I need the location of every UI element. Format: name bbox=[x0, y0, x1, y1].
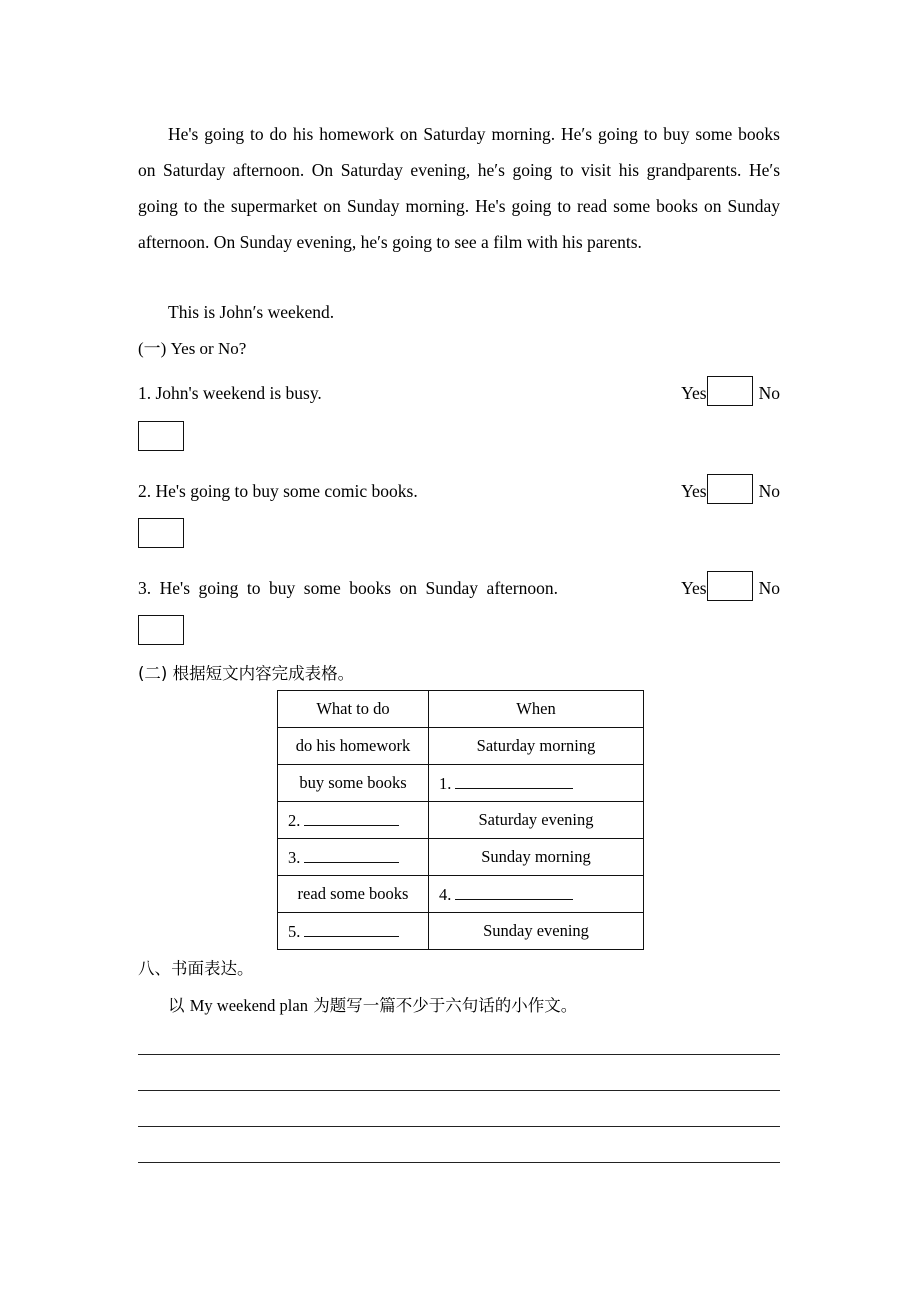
writing-prompt-title: My weekend plan bbox=[189, 996, 308, 1015]
blank-rule[interactable] bbox=[455, 772, 573, 789]
table-row bbox=[278, 765, 644, 802]
blank-rule[interactable] bbox=[304, 846, 399, 863]
table-header-when: When bbox=[429, 691, 644, 728]
table-row bbox=[278, 728, 644, 765]
weekend-plan-table-wrap bbox=[277, 690, 643, 950]
writing-prompt-suffix: 为题写一篇不少于六句话的小作文。 bbox=[307, 996, 578, 1015]
cell-what: read some books bbox=[278, 876, 429, 913]
blank-number: 5. bbox=[288, 921, 301, 941]
yes-no-group-1 bbox=[681, 378, 780, 408]
blank-rule[interactable] bbox=[304, 809, 399, 826]
no-label-3: No bbox=[758, 578, 780, 598]
yes-no-group-2 bbox=[681, 476, 780, 506]
answer-checkbox-1a[interactable] bbox=[707, 376, 753, 406]
writing-line-3[interactable] bbox=[138, 1126, 780, 1127]
yes-no-group-3 bbox=[681, 573, 780, 603]
blank-number: 3. bbox=[288, 847, 301, 867]
passage-closing-line: This is John′s weekend. bbox=[168, 302, 335, 322]
cell-when-blank[interactable] bbox=[429, 876, 644, 913]
no-label-2: No bbox=[758, 481, 780, 501]
no-label-1: No bbox=[758, 383, 780, 403]
cell-what-blank[interactable] bbox=[278, 913, 429, 950]
question-row-2 bbox=[138, 476, 780, 506]
writing-line-2[interactable] bbox=[138, 1090, 780, 1091]
question-text-3: 3. He's going to buy some books on Sunday afternoon. bbox=[138, 578, 558, 598]
yes-label-2: Yes bbox=[681, 481, 707, 501]
blank-rule[interactable] bbox=[455, 883, 573, 900]
answer-checkbox-3b[interactable] bbox=[138, 615, 184, 645]
table-row bbox=[278, 839, 644, 876]
question-text-1: 1. John's weekend is busy. bbox=[138, 383, 322, 403]
table-row bbox=[278, 876, 644, 913]
yes-label-1: Yes bbox=[681, 383, 707, 403]
writing-line-1[interactable] bbox=[138, 1054, 780, 1055]
cell-when: Sunday evening bbox=[429, 913, 644, 950]
cell-when: Saturday evening bbox=[429, 802, 644, 839]
question-row-1 bbox=[138, 378, 780, 408]
writing-prompt-prefix: 以 bbox=[168, 996, 190, 1015]
yes-label-3: Yes bbox=[681, 578, 707, 598]
blank-number: 1. bbox=[439, 773, 452, 793]
writing-line-4[interactable] bbox=[138, 1162, 780, 1163]
blank-number: 4. bbox=[439, 884, 452, 904]
section-heading-table: (二) 根据短文内容完成表格。 bbox=[138, 664, 355, 683]
section-heading-writing: 八、书面表达。 bbox=[138, 959, 254, 978]
cell-what-blank[interactable] bbox=[278, 802, 429, 839]
cell-when-blank[interactable] bbox=[429, 765, 644, 802]
answer-checkbox-1b[interactable] bbox=[138, 421, 184, 451]
table-row bbox=[278, 913, 644, 950]
writing-prompt bbox=[168, 993, 577, 1019]
answer-checkbox-2b[interactable] bbox=[138, 518, 184, 548]
blank-rule[interactable] bbox=[304, 920, 399, 937]
cell-what: do his homework bbox=[278, 728, 429, 765]
cell-when: Sunday morning bbox=[429, 839, 644, 876]
weekend-plan-table bbox=[277, 690, 644, 950]
cell-when: Saturday morning bbox=[429, 728, 644, 765]
question-row-3 bbox=[138, 573, 780, 603]
table-row bbox=[278, 802, 644, 839]
answer-checkbox-3a[interactable] bbox=[707, 571, 753, 601]
answer-checkbox-2a[interactable] bbox=[707, 474, 753, 504]
reading-passage: He's going to do his homework on Saturday morning. He′s going to buy some books on Saturday afternoon. On Saturday evening, he′s going to visit his grandparents. He′s going to the supermarket on Sunday morning. He's going to read some books on Sunday afternoon. On Sunday evening, he′s going to see a film with his parents. bbox=[138, 124, 780, 252]
question-text-2: 2. He's going to buy some comic books. bbox=[138, 481, 418, 501]
table-header-what: What to do bbox=[278, 691, 429, 728]
blank-number: 2. bbox=[288, 810, 301, 830]
section-heading-yes-or-no: (一) Yes or No? bbox=[138, 339, 247, 358]
table-header-row bbox=[278, 691, 644, 728]
cell-what-blank[interactable] bbox=[278, 839, 429, 876]
cell-what: buy some books bbox=[278, 765, 429, 802]
